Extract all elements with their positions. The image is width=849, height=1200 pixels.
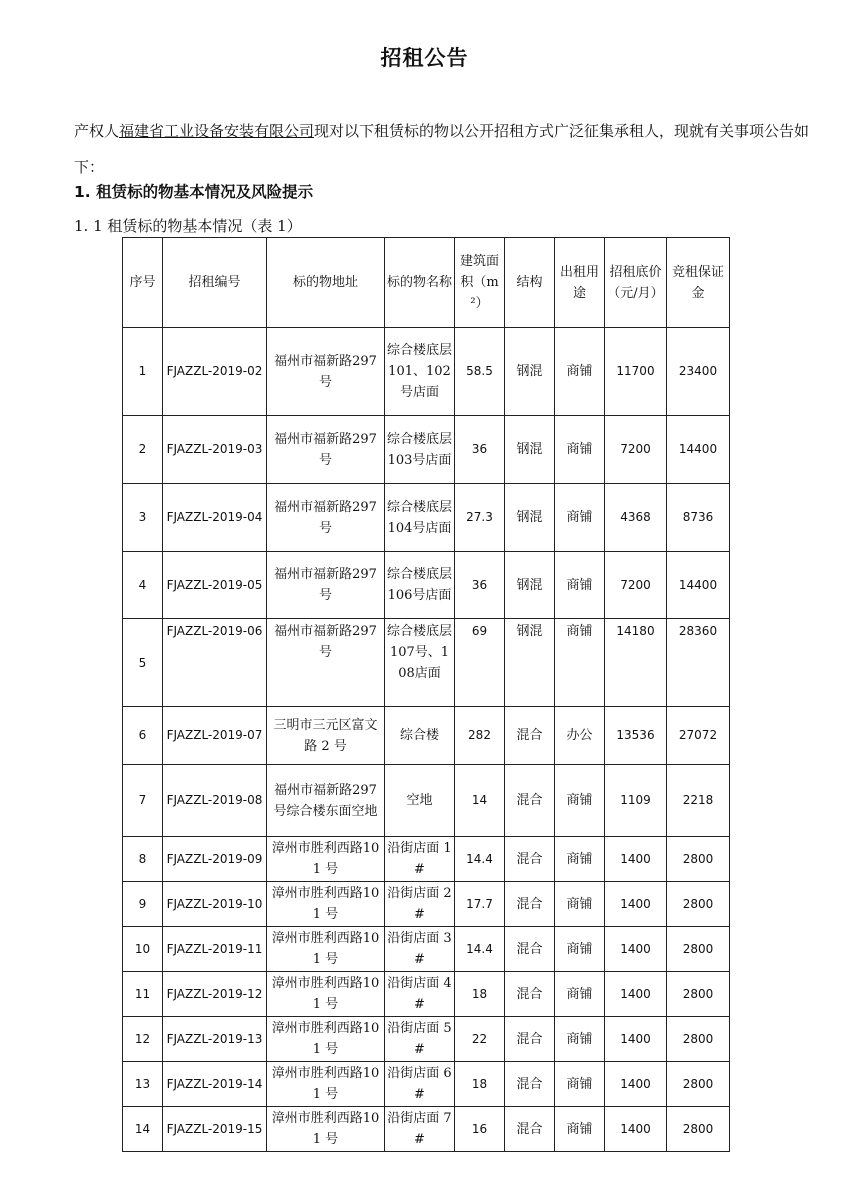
cell-code: FJAZZL-2019-15 (163, 1107, 267, 1152)
cell-code: FJAZZL-2019-14 (163, 1062, 267, 1107)
cell-deposit: 2800 (667, 927, 730, 972)
cell-code: FJAZZL-2019-08 (163, 765, 267, 837)
cell-code: FJAZZL-2019-05 (163, 552, 267, 619)
cell-area: 18 (455, 972, 505, 1017)
cell-deposit: 2800 (667, 882, 730, 927)
cell-structure: 混合 (505, 927, 555, 972)
cell-area: 14.4 (455, 837, 505, 882)
table-row (123, 972, 730, 1017)
cell-area: 36 (455, 552, 505, 619)
cell-structure: 钢混 (505, 619, 555, 707)
cell-seq: 9 (123, 882, 163, 927)
cell-name: 沿街店面 2# (385, 882, 455, 927)
header-structure: 结构 (505, 238, 555, 328)
cell-seq: 10 (123, 927, 163, 972)
cell-seq: 1 (123, 328, 163, 416)
cell-structure: 混合 (505, 837, 555, 882)
cell-price: 1400 (605, 882, 667, 927)
cell-structure: 混合 (505, 707, 555, 765)
table-row (123, 837, 730, 882)
header-seq: 序号 (123, 238, 163, 328)
cell-deposit: 28360 (667, 619, 730, 707)
cell-address: 漳州市胜利西路101 号 (267, 972, 385, 1017)
table-row (123, 1107, 730, 1152)
cell-address: 漳州市胜利西路101 号 (267, 1017, 385, 1062)
table-row (123, 882, 730, 927)
header-address: 标的物地址 (267, 238, 385, 328)
cell-area: 58.5 (455, 328, 505, 416)
cell-name: 沿街店面 4# (385, 972, 455, 1017)
cell-structure: 钢混 (505, 484, 555, 552)
cell-area: 16 (455, 1107, 505, 1152)
table-row (123, 927, 730, 972)
cell-area: 36 (455, 416, 505, 484)
cell-use: 商铺 (555, 416, 605, 484)
section-heading-1: 1. 租赁标的物基本情况及风险提示 (74, 183, 314, 201)
cell-name: 综合楼底层 107号、108店面 (385, 619, 455, 707)
cell-code: FJAZZL-2019-09 (163, 837, 267, 882)
header-use: 出租用途 (555, 238, 605, 328)
cell-structure: 混合 (505, 882, 555, 927)
cell-use: 商铺 (555, 1062, 605, 1107)
cell-address: 福州市福新路297 号综合楼东面空地 (267, 765, 385, 837)
cell-address: 三明市三元区富文路 2 号 (267, 707, 385, 765)
cell-area: 22 (455, 1017, 505, 1062)
cell-use: 商铺 (555, 972, 605, 1017)
cell-structure: 混合 (505, 1107, 555, 1152)
cell-price: 14180 (605, 619, 667, 707)
cell-structure: 混合 (505, 1017, 555, 1062)
cell-address: 漳州市胜利西路101 号 (267, 1062, 385, 1107)
cell-name: 综合楼底层 103号店面 (385, 416, 455, 484)
cell-code: FJAZZL-2019-10 (163, 882, 267, 927)
cell-deposit: 2218 (667, 765, 730, 837)
cell-use: 商铺 (555, 552, 605, 619)
cell-code: FJAZZL-2019-04 (163, 484, 267, 552)
cell-name: 沿街店面 1# (385, 837, 455, 882)
cell-code: FJAZZL-2019-13 (163, 1017, 267, 1062)
cell-name: 综合楼底层101、102号店面 (385, 328, 455, 416)
intro-suffix: 现对以下租赁标的物以公开招租方式广泛征集承租人，现就有关事项公告如下： (74, 122, 810, 176)
cell-use: 商铺 (555, 619, 605, 707)
table-row (123, 619, 730, 707)
cell-use: 商铺 (555, 927, 605, 972)
cell-use: 商铺 (555, 328, 605, 416)
cell-use: 商铺 (555, 484, 605, 552)
cell-deposit: 2800 (667, 837, 730, 882)
cell-seq: 2 (123, 416, 163, 484)
header-code: 招租编号 (163, 238, 267, 328)
cell-use: 商铺 (555, 765, 605, 837)
cell-deposit: 2800 (667, 1017, 730, 1062)
cell-price: 7200 (605, 552, 667, 619)
cell-price: 4368 (605, 484, 667, 552)
cell-code: FJAZZL-2019-12 (163, 972, 267, 1017)
table-row (123, 765, 730, 837)
cell-area: 27.3 (455, 484, 505, 552)
cell-name: 沿街店面 3# (385, 927, 455, 972)
cell-name: 沿街店面 5# (385, 1017, 455, 1062)
cell-price: 1400 (605, 972, 667, 1017)
cell-price: 7200 (605, 416, 667, 484)
cell-code: FJAZZL-2019-07 (163, 707, 267, 765)
property-owner: 福建省工业设备安装有限公司 (119, 122, 315, 140)
cell-address: 福州市福新路297 号 (267, 619, 385, 707)
cell-deposit: 2800 (667, 1107, 730, 1152)
cell-price: 13536 (605, 707, 667, 765)
cell-name: 沿街店面 7# (385, 1107, 455, 1152)
cell-deposit: 14400 (667, 416, 730, 484)
cell-deposit: 27072 (667, 707, 730, 765)
cell-seq: 8 (123, 837, 163, 882)
cell-code: FJAZZL-2019-02 (163, 328, 267, 416)
cell-code: FJAZZL-2019-06 (163, 619, 267, 707)
cell-seq: 3 (123, 484, 163, 552)
cell-name: 综合楼底层 106号店面 (385, 552, 455, 619)
header-deposit: 竞租保证金 (667, 238, 730, 328)
cell-price: 1400 (605, 1017, 667, 1062)
cell-code: FJAZZL-2019-11 (163, 927, 267, 972)
cell-structure: 钢混 (505, 552, 555, 619)
intro-prefix: 产权人 (74, 122, 120, 140)
cell-deposit: 23400 (667, 328, 730, 416)
cell-structure: 混合 (505, 972, 555, 1017)
cell-deposit: 8736 (667, 484, 730, 552)
cell-use: 办公 (555, 707, 605, 765)
cell-seq: 7 (123, 765, 163, 837)
cell-use: 商铺 (555, 837, 605, 882)
intro-paragraph (74, 113, 820, 185)
table-row (123, 1062, 730, 1107)
cell-deposit: 14400 (667, 552, 730, 619)
cell-seq: 13 (123, 1062, 163, 1107)
cell-area: 14.4 (455, 927, 505, 972)
cell-seq: 14 (123, 1107, 163, 1152)
lease-table (122, 237, 730, 1152)
cell-price: 1109 (605, 765, 667, 837)
cell-area: 69 (455, 619, 505, 707)
cell-name: 综合楼 (385, 707, 455, 765)
cell-address: 福州市福新路297 号 (267, 484, 385, 552)
cell-name: 沿街店面 6# (385, 1062, 455, 1107)
cell-seq: 12 (123, 1017, 163, 1062)
cell-structure: 钢混 (505, 416, 555, 484)
table-row (123, 707, 730, 765)
cell-price: 1400 (605, 837, 667, 882)
cell-use: 商铺 (555, 1107, 605, 1152)
table-row (123, 552, 730, 619)
cell-address: 漳州市胜利西路101 号 (267, 837, 385, 882)
cell-price: 1400 (605, 927, 667, 972)
section-heading-1-1: 1. 1 租赁标的物基本情况（表 1） (74, 217, 302, 235)
table-row (123, 328, 730, 416)
cell-price: 1400 (605, 1062, 667, 1107)
cell-deposit: 2800 (667, 972, 730, 1017)
cell-use: 商铺 (555, 882, 605, 927)
page-title: 招租公告 (380, 46, 469, 70)
cell-address: 福州市福新路297 号 (267, 552, 385, 619)
table-row (123, 484, 730, 552)
cell-seq: 11 (123, 972, 163, 1017)
cell-address: 漳州市胜利西路101 号 (267, 882, 385, 927)
cell-address: 漳州市胜利西路101 号 (267, 927, 385, 972)
cell-name: 综合楼底层 104号店面 (385, 484, 455, 552)
cell-structure: 混合 (505, 1062, 555, 1107)
header-name: 标的物名称 (385, 238, 455, 328)
cell-price: 11700 (605, 328, 667, 416)
cell-seq: 6 (123, 707, 163, 765)
cell-deposit: 2800 (667, 1062, 730, 1107)
cell-structure: 混合 (505, 765, 555, 837)
table-header-row (123, 238, 730, 328)
cell-area: 282 (455, 707, 505, 765)
cell-use: 商铺 (555, 1017, 605, 1062)
cell-area: 18 (455, 1062, 505, 1107)
cell-seq: 5 (123, 619, 163, 707)
cell-price: 1400 (605, 1107, 667, 1152)
header-price: 招租底价（元/月） (605, 238, 667, 328)
cell-area: 14 (455, 765, 505, 837)
cell-code: FJAZZL-2019-03 (163, 416, 267, 484)
cell-seq: 4 (123, 552, 163, 619)
cell-address: 福州市福新路297 号 (267, 416, 385, 484)
table-row (123, 416, 730, 484)
table-row (123, 1017, 730, 1062)
header-area: 建筑面积（m²） (455, 238, 505, 328)
cell-address: 漳州市胜利西路101 号 (267, 1107, 385, 1152)
cell-address: 福州市福新路297 号 (267, 328, 385, 416)
cell-name: 空地 (385, 765, 455, 837)
cell-area: 17.7 (455, 882, 505, 927)
cell-structure: 钢混 (505, 328, 555, 416)
